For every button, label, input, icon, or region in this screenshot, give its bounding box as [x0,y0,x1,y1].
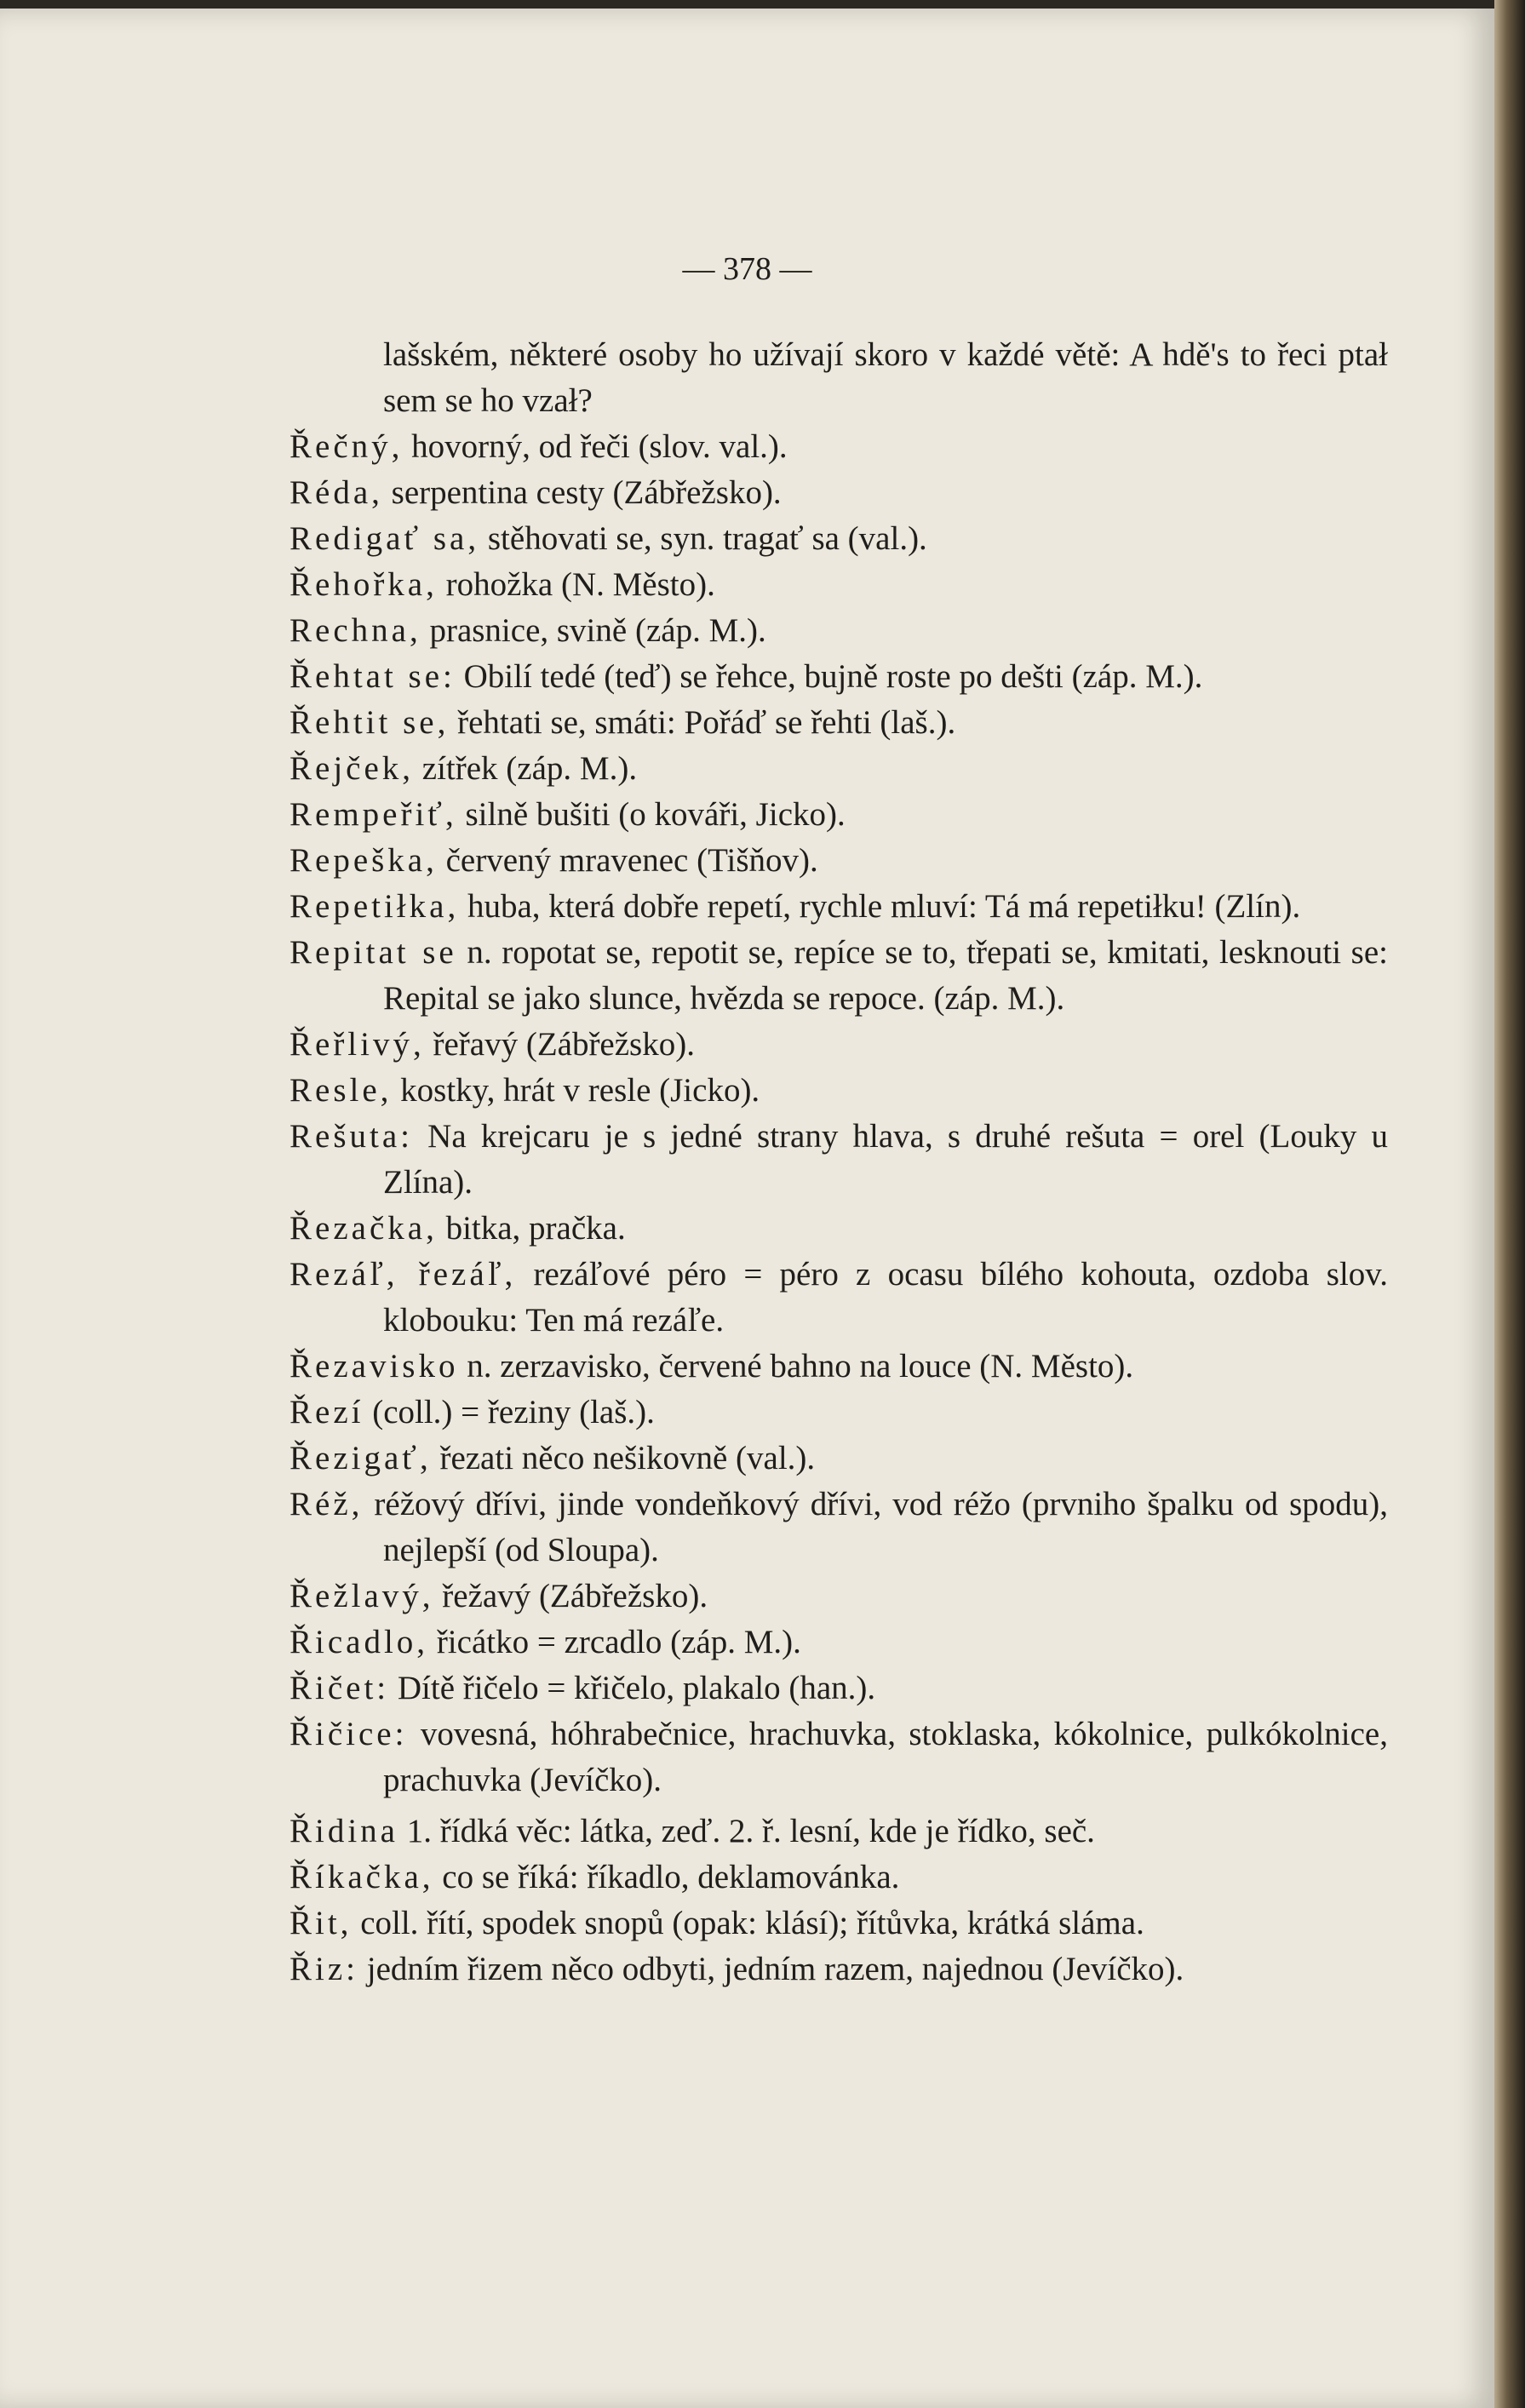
dictionary-entry [290,1574,1388,1620]
dictionary-entry [290,1022,1388,1068]
entry-text: serpentina cesty (Zábřežsko). [382,474,782,511]
entry-headword: Řiz: [290,1951,358,1987]
dictionary-entry [290,1855,1388,1901]
entry-text: bitka, pračka. [437,1210,626,1247]
dictionary-entry [290,1711,1388,1803]
entry-headword: Rempeřiť, [290,796,457,833]
entry-headword: Řit, [290,1905,353,1941]
entry-text: kostky, hrát v resle (Jicko). [392,1072,760,1109]
dictionary-text [290,332,1388,1992]
dictionary-entry [290,700,1388,746]
page-number: — 378 — [682,251,812,287]
entry-text: huba, která dobře repetí, rychle mluví: Tá má repetiłku! (Zlín). [459,888,1301,925]
entry-headword: Říkačka, [290,1859,434,1895]
entry-headword: Řezí [290,1394,364,1430]
entry-headword: Repitat se [290,934,457,971]
entry-text: řezati něco nešikovně (val.). [431,1440,816,1476]
entry-text: řeřavý (Zábřežsko). [424,1026,695,1063]
dictionary-entry [290,1666,1388,1711]
entry-text: co se říká: říkadlo, deklamovánka. [433,1859,900,1895]
entry-text: n. ropotat se, repotit se, repíce se to, třepati se, kmitati, lesknouti se: Repital se jako slunce, hvězda se repoce. (záp. M.). [383,934,1388,1017]
entry-headword: Řezavisko [290,1348,459,1385]
dictionary-entry [290,1482,1388,1574]
book-page [0,9,1494,2408]
dictionary-entry [290,608,1388,654]
dictionary-entry [290,930,1388,1022]
entry-headword: Řežlavý, [290,1578,434,1614]
entry-headword: Řezigať, [290,1440,432,1476]
dictionary-entry [290,332,1388,424]
entry-headword: Řičet: [290,1670,390,1706]
dictionary-entry [290,1390,1388,1436]
entry-headword: Redigať sa, [290,520,480,557]
entry-text: rohožka (N. Město). [437,566,715,603]
entry-text: silně bušiti (o kováři, Jicko). [456,796,846,833]
entry-text: zítřek (záp. M.). [414,750,638,787]
entry-text: řehtati se, smáti: Pořáď se řehti (laš.). [449,704,956,741]
entry-headword: Rezáľ, řezáľ, [290,1256,517,1293]
dictionary-entry [290,1252,1388,1344]
dictionary-entry [290,1620,1388,1666]
entry-text: Dítě řičelo = křičelo, plakalo (han.). [389,1670,876,1706]
dictionary-entry [290,838,1388,884]
dictionary-entry [290,1344,1388,1390]
entry-headword: Řezačka, [290,1210,438,1247]
dictionary-entry [290,562,1388,608]
dictionary-entry [290,1114,1388,1206]
entry-headword: Resle, [290,1072,393,1109]
entry-text: řicátko = zrcadlo (záp. M.). [428,1624,801,1660]
entry-text: řežavý (Zábřežsko). [433,1578,708,1614]
entry-text: prasnice, svině (záp. M.). [421,612,766,649]
dictionary-entry [290,746,1388,792]
dictionary-entry [290,1206,1388,1252]
entry-text: červený mravenec (Tišňov). [437,842,818,879]
entry-headword: Repetiłka, [290,888,460,925]
entry-headword: Řečný, [290,428,404,465]
dictionary-entry [290,1946,1388,1992]
entry-headword: Řeřlivý, [290,1026,425,1063]
entry-text: lašském, některé osoby ho užívají skoro v každé větě: A hdě's to řeci ptał sem se ho vzał? [383,336,1388,419]
entry-text: Obilí tedé (teď) se řehce, bujně roste po dešti (záp. M.). [455,658,1203,695]
dictionary-entry [290,792,1388,838]
entry-headword: Réž, [290,1486,364,1522]
entry-text: réžový dřívi, jinde vondeňkový dřívi, vod réžo (prvniho špalku od spodu), nejlepší (od Sloupa). [363,1486,1388,1568]
dictionary-entry [290,1068,1388,1114]
entry-headword: Repeška, [290,842,438,879]
dictionary-entry [290,1436,1388,1482]
entry-headword: Rešuta: [290,1118,413,1155]
entry-text: rezáľové péro = péro z ocasu bílého kohouta, ozdoba slov. klobouku: Ten má rezáľe. [383,1256,1388,1339]
entry-text: n. zerzavisko, červené bahno na louce (N. Město). [458,1348,1134,1385]
dictionary-entry [290,424,1388,470]
entry-text: (coll.) = řeziny (laš.). [364,1394,655,1430]
dictionary-entry [290,1809,1388,1855]
entry-headword: Řičice: [290,1716,408,1752]
entry-text: Na krejcaru je s jedné strany hlava, s druhé rešuta = orel (Louky u Zlína). [383,1118,1388,1201]
dictionary-entry [290,470,1388,516]
dictionary-entry [290,654,1388,700]
book-spine-edge [1494,0,1525,2408]
entry-headword: Řehtit se, [290,704,450,741]
entry-headword: Řehtat se: [290,658,456,695]
entry-headword: Řejček, [290,750,415,787]
dictionary-entry [290,1901,1388,1946]
entry-text: jedním řizem něco odbyti, jedním razem, najednou (Jevíčko). [358,1951,1184,1987]
dictionary-entry [290,884,1388,930]
entry-headword: Réda, [290,474,383,511]
dictionary-entry [290,516,1388,562]
entry-headword: Řidina [290,1813,398,1849]
entry-text: coll. řítí, spodek snopů (opak: klásí); řítůvka, krátká sláma. [352,1905,1144,1941]
entry-text: vovesná, hóhrabečnice, hrachuvka, stoklaska, kókolnice, pulkókolnice, prachuvka (Jevíčko). [383,1716,1388,1798]
entry-headword: Řehořka, [290,566,438,603]
entry-text: 1. řídká věc: látka, zeď. 2. ř. lesní, kde je řídko, seč. [398,1813,1095,1849]
entry-headword: Řicadlo, [290,1624,429,1660]
entry-text: hovorný, od řeči (slov. val.). [403,428,788,465]
entry-text: stěhovati se, syn. tragať sa (val.). [479,520,927,557]
entry-headword: Rechna, [290,612,421,649]
